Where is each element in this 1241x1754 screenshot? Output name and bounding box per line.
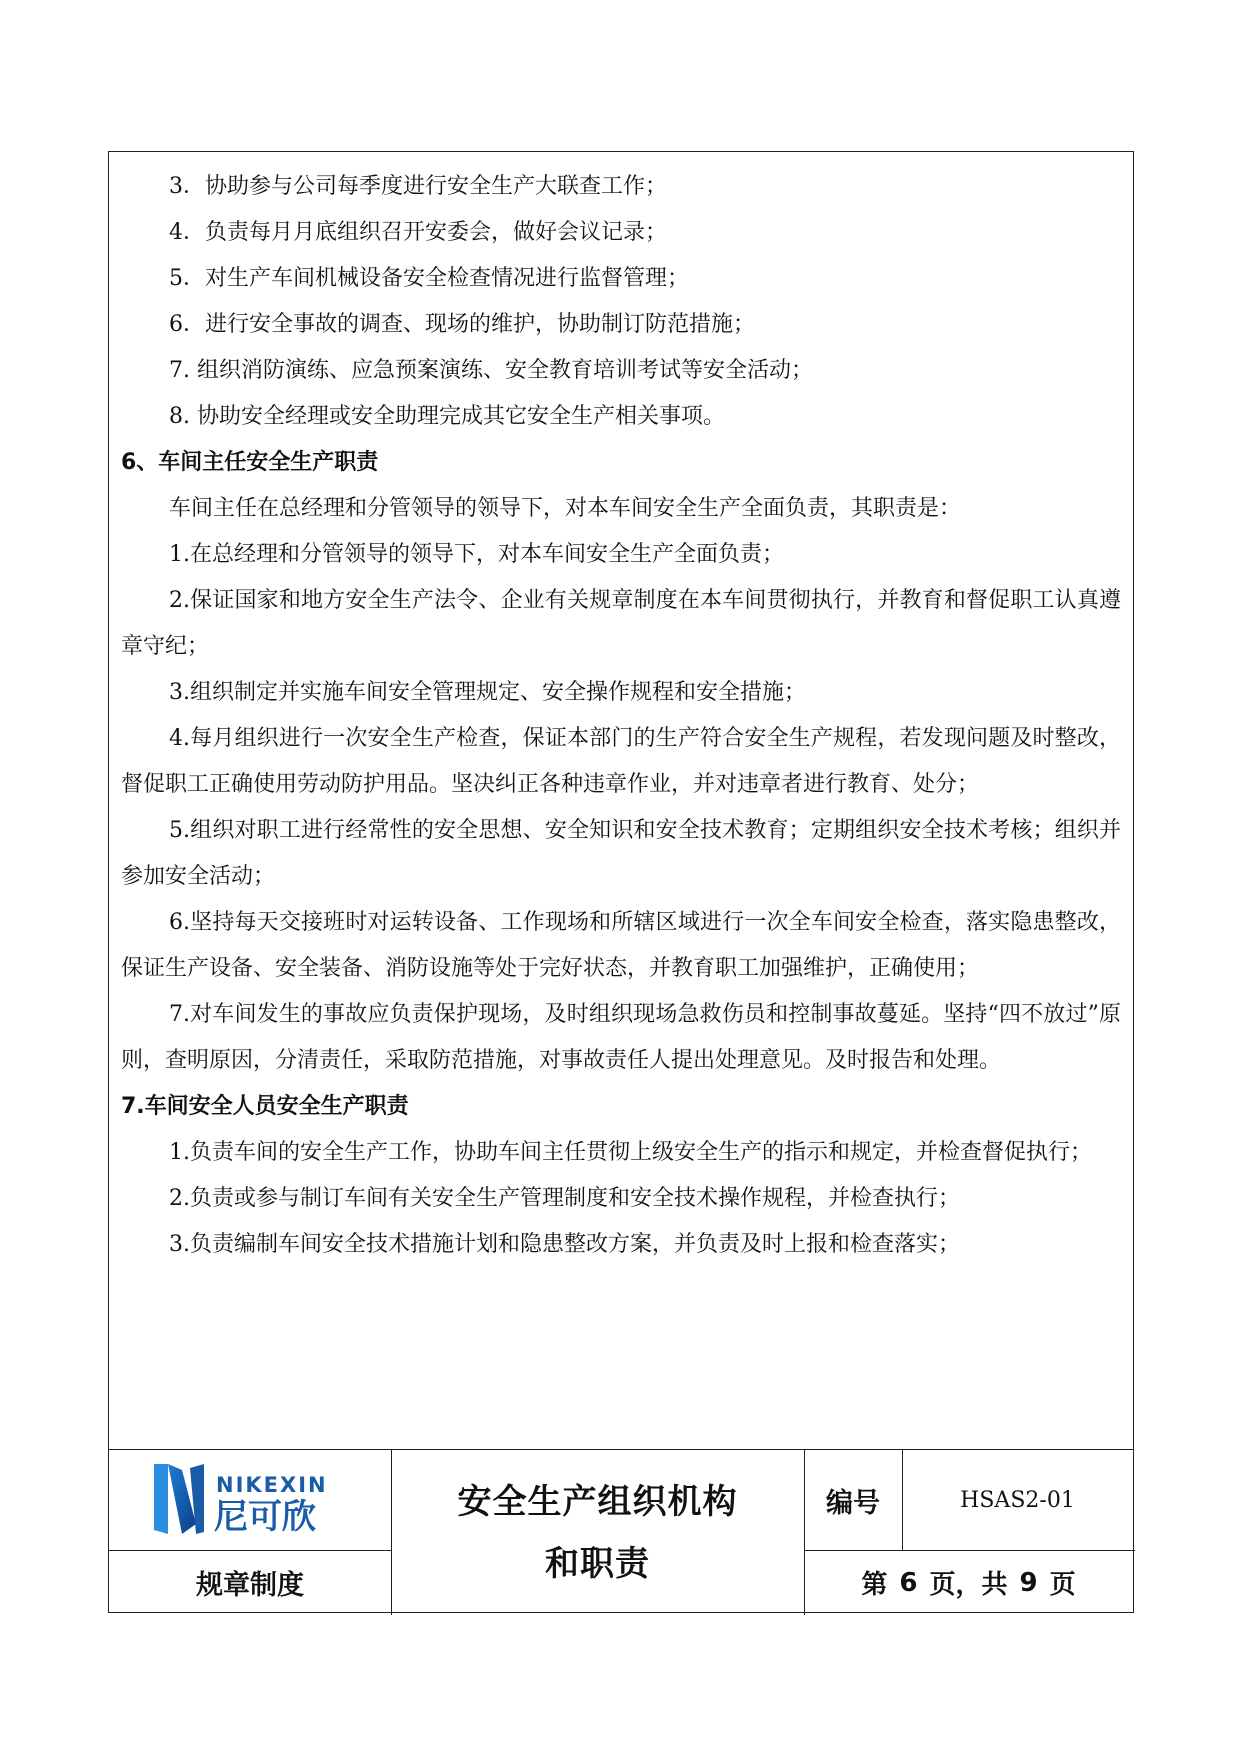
list-item: 3.负责编制车间安全技术措施计划和隐患整改方案，并负责及时上报和检查落实； xyxy=(169,1232,960,1257)
list-item: 2.保证国家和地方安全生产法令、企业有关规章制度在本车间贯彻执行，并教育和督促职工认真遵章守纪； xyxy=(121,588,1121,659)
section-heading: 7.车间安全人员安全生产职责 xyxy=(121,1094,409,1119)
page-current: 6 xyxy=(899,1567,918,1598)
title-line-1: 安全生产组织机构 xyxy=(457,1481,738,1522)
svg-text:尼可欣: 尼可欣 xyxy=(214,1497,316,1537)
list-item: 3.组织制定并实施车间安全管理规定、安全操作规程和安全措施； xyxy=(169,680,806,705)
section-intro: 车间主任在总经理和分管领导的领导下，对本车间安全生产全面负责，其职责是： xyxy=(169,496,962,521)
list-item: 6．进行安全事故的调查、现场的维护，协助制订防范措施； xyxy=(169,312,755,337)
list-item: 4.每月组织进行一次安全生产检查，保证本部门的生产符合安全生产规程，若发现问题及时整改，督促职工正确使用劳动防护用品。坚决纠正各种违章作业，并对违章者进行教育、处分； xyxy=(121,726,1121,797)
code-value: HSAS2-01 xyxy=(960,1487,1075,1513)
page-total: 9 xyxy=(1019,1567,1038,1598)
list-item: 7. 组织消防演练、应急预案演练、安全教育培训考试等安全活动； xyxy=(169,358,813,383)
title-line-2: 和职责 xyxy=(545,1543,650,1584)
list-item: 6.坚持每天交接班时对运转设备、工作现场和所辖区域进行一次全车间安全检查，落实隐患整改，保证生产设备、安全装备、消防设施等处于完好状态，并教育职工加强维护，正确使用； xyxy=(121,910,1121,981)
list-item: 2.负责或参与制订车间有关安全生产管理制度和安全技术操作规程，并检查执行； xyxy=(169,1186,960,1211)
list-item: 5.组织对职工进行经常性的安全思想、安全知识和安全技术教育；定期组织安全技术考核；组织并参加安全活动； xyxy=(121,818,1121,889)
document-frame xyxy=(108,151,1134,1613)
code-label: 编号 xyxy=(826,1487,880,1519)
list-item: 8. 协助安全经理或安全助理完成其它安全生产相关事项。 xyxy=(169,404,725,429)
page-mid: 页，共 xyxy=(929,1570,1008,1600)
department-label: 规章制度 xyxy=(196,1570,304,1601)
nikexin-logo-icon xyxy=(150,1460,350,1540)
list-item: 5．对生产车间机械设备安全检查情况进行监督管理； xyxy=(169,266,689,291)
svg-text:NIKEXIN: NIKEXIN xyxy=(216,1473,328,1497)
list-item: 7.对车间发生的事故应负责保护现场，及时组织现场急救伤员和控制事故蔓延。坚持“四不放过”原则，查明原因，分清责任，采取防范措施，对事故责任人提出处理意见。及时报告和处理。 xyxy=(121,1002,1121,1073)
section-heading: 6、车间主任安全生产职责 xyxy=(121,450,379,475)
document-body xyxy=(109,152,1133,1449)
page-suffix: 页 xyxy=(1049,1570,1076,1600)
document-footer-table xyxy=(109,1449,1133,1614)
page-indicator xyxy=(804,1550,1133,1615)
company-logo xyxy=(109,1450,391,1550)
list-item: 3．协助参与公司每季度进行安全生产大联查工作； xyxy=(169,174,667,199)
document-title xyxy=(391,1450,804,1615)
page-prefix: 第 xyxy=(861,1570,888,1600)
list-item: 1.负责车间的安全生产工作，协助车间主任贯彻上级安全生产的指示和规定，并检查督促执行； xyxy=(169,1140,1092,1165)
list-item: 1.在总经理和分管领导的领导下，对本车间安全生产全面负责； xyxy=(169,542,784,567)
list-item: 4．负责每月月底组织召开安委会，做好会议记录； xyxy=(169,220,667,245)
